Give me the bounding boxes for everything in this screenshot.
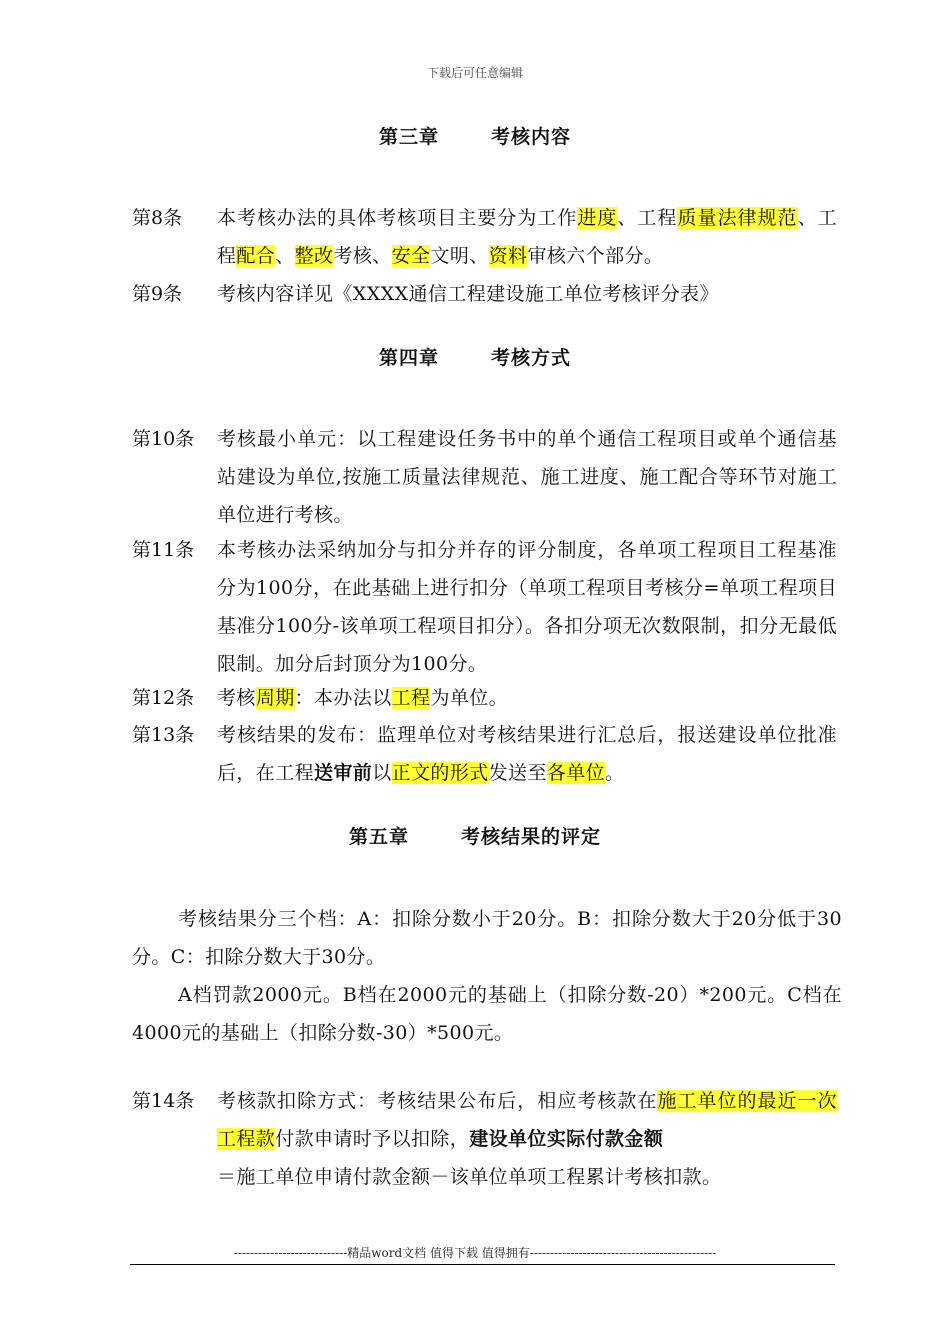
highlight-period: 周期 <box>255 687 295 709</box>
chapter-4-title: 考核方式 <box>491 347 572 369</box>
bold-actual-payment: 建设单位实际付款金额 <box>469 1128 664 1150</box>
article-9-body: 考核内容详见《XXXX通信工程建设施工单位考核评分表》 <box>217 283 719 305</box>
article-12-body: 考核周期：本办法以工程为单位。 <box>217 687 509 709</box>
article-11-number: 第11条 <box>132 539 195 561</box>
highlight-all-units: 各单位 <box>546 762 606 784</box>
article-14 <box>132 1082 837 1196</box>
highlight-progress: 进度 <box>577 207 618 229</box>
article-14-formula: ＝施工单位申请付款金额－该单位单项工程累计考核扣款。 <box>217 1166 722 1188</box>
highlight-quality-law: 质量法律规范 <box>677 207 798 229</box>
highlight-cooperation: 配合 <box>236 245 276 267</box>
chapter-4-number: 第四章 <box>378 347 439 369</box>
article-13-body: 考核结果的发布：监理单位对考核结果进行汇总后，报送建设单位批准后，在工程送审前以正文的形式发送至各单位。 <box>217 724 837 784</box>
article-8-number: 第8条 <box>132 207 183 229</box>
highlight-rectification: 整改 <box>294 245 334 267</box>
chapter-5-number: 第五章 <box>348 826 409 848</box>
grading-paragraph-2: A档罚款2000元。B档在2000元的基础上（扣除分数-20）*200元。C档在4000元的基础上（扣除分数-30）*500元。 <box>132 984 842 1044</box>
chapter-3-title: 考核内容 <box>491 126 572 148</box>
chapter-3-number: 第三章 <box>378 126 439 148</box>
grading-paragraph-1: 考核结果分三个档：A：扣除分数小于20分。B：扣除分数大于20分低于30分。C：扣除分数大于30分。 <box>132 908 842 968</box>
article-13-number: 第13条 <box>132 724 195 746</box>
chapter-5-title: 考核结果的评定 <box>461 826 602 848</box>
highlight-latest-payment: 施工单位的最近一次工程款 <box>217 1090 837 1150</box>
article-13 <box>132 716 837 792</box>
highlight-documents: 资料 <box>488 245 528 267</box>
article-10-number: 第10条 <box>132 428 195 450</box>
article-10 <box>132 420 837 534</box>
highlight-formal-document: 正文的形式 <box>391 762 489 784</box>
bold-before-review: 送审前 <box>314 762 373 784</box>
article-8 <box>132 199 837 275</box>
footer-divider <box>130 1264 835 1265</box>
article-10-body: 考核最小单元：以工程建设任务书中的单个通信工程项目或单个通信基站建设为单位,按施工质量法律规范、施工进度、施工配合等环节对施工单位进行考核。 <box>217 428 837 526</box>
article-11-body: 本考核办法采纳加分与扣分并存的评分制度，各单项工程项目工程基准分为100分，在此基础上进行扣分（单项工程项目考核分=单项工程项目基准分100分-该单项工程项目扣分）。各扣分项无次数限制，扣分无最低限制。加分后封顶分为100分。 <box>217 539 837 675</box>
chapter-5-heading <box>0 822 950 849</box>
article-12-number: 第12条 <box>132 687 195 709</box>
article-11 <box>132 531 837 683</box>
article-12 <box>132 679 837 717</box>
highlight-project: 工程 <box>391 687 431 709</box>
article-14-body: 考核款扣除方式：考核结果公布后，相应考核款在施工单位的最近一次工程款付款申请时予以扣除，建设单位实际付款金额 <box>217 1090 837 1150</box>
page-header: 下载后可任意编辑 <box>426 66 523 80</box>
chapter-4-heading <box>0 343 950 370</box>
article-8-body: 本考核办法的具体考核项目主要分为工作进度、工程质量法律规范、工程配合、整改考核、安全文明、资料审核六个部分。 <box>217 207 837 267</box>
highlight-safety: 安全 <box>391 245 431 267</box>
page-footer: ----------------------------精品word文档 值得下载 值得拥有---------------------------------------------- <box>233 1246 717 1260</box>
article-9 <box>132 275 837 313</box>
chapter-3-heading <box>0 122 950 149</box>
article-14-number: 第14条 <box>132 1090 195 1112</box>
article-9-number: 第9条 <box>132 283 183 305</box>
